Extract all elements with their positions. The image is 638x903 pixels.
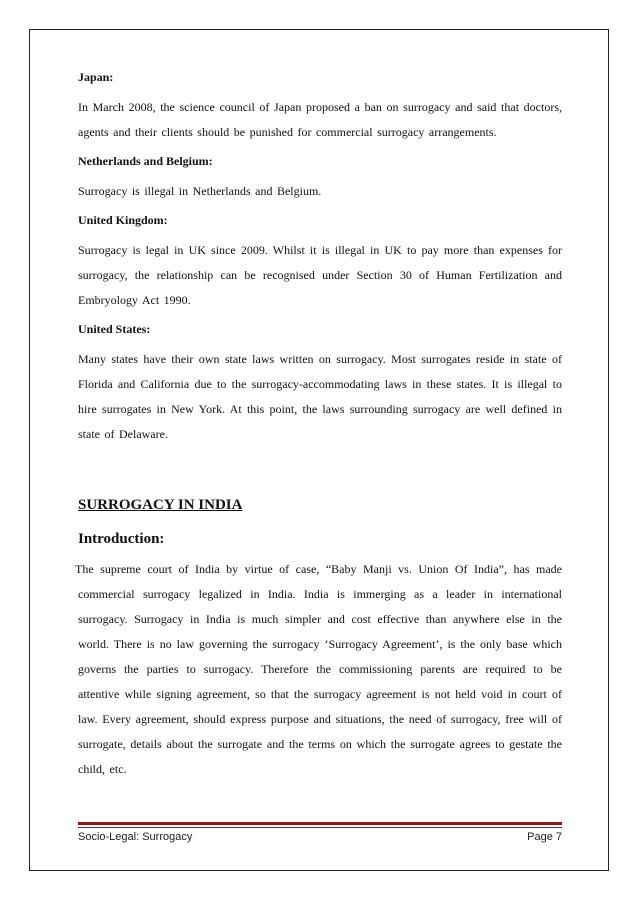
heading-netherlands-belgium: Netherlands and Belgium: xyxy=(78,154,213,168)
heading-introduction: Introduction: xyxy=(78,531,165,547)
heading-japan: Japan: xyxy=(78,70,114,84)
footer-document-title: Socio-Legal: Surrogacy xyxy=(78,831,193,843)
footer-page-number: Page 7 xyxy=(527,831,562,843)
paragraph-introduction: The supreme court of India by virtue of case, “Baby Manji vs. Union Of India”, has made commercial surrogacy legalized in India. India is immerging as a leader in international surrogacy. Surrogacy in India is much simpler and cost effective than anywhere else in the world. There is no law governing the surrogacy ‘Surrogacy Agreement’, is the only base which governs the parties to surrogacy. Therefore the commissioning parents are required to be attentive while signing agreement, so that the surrogacy agreement is not held void in court of law. Every agreement, should express purpose and situations, the need of surrogacy, free will of surrogate, details about the surrogate and the terms on which the surrogate agrees to gestate the child, etc. xyxy=(75,562,562,776)
paragraph-united-states: Many states have their own state laws written on surrogacy. Most surrogates reside in state of Florida and California due to the surrogacy-accommodating laws in these states. It is illegal to hire surrogates in New York. At this point, the laws surrounding surrogacy are well defined in state of Delaware. xyxy=(78,352,562,441)
heading-united-kingdom: United Kingdom: xyxy=(78,213,168,227)
footer-rule-thin xyxy=(78,827,562,828)
heading-united-states: United States: xyxy=(78,322,151,336)
section-title-surrogacy-india: SURROGACY IN INDIA xyxy=(78,497,243,513)
paragraph-united-kingdom: Surrogacy is legal in UK since 2009. Whilst it is illegal in UK to pay more than expenses for surrogacy, the relationship can be recognised under Section 30 of Human Fertilization and Embryology Act 1990. xyxy=(78,243,562,307)
footer-rule-thick xyxy=(78,822,562,825)
paragraph-japan: In March 2008, the science council of Japan proposed a ban on surrogacy and said that doctors, agents and their clients should be punished for commercial surrogacy arrangements. xyxy=(78,100,562,139)
page-content xyxy=(75,69,562,782)
paragraph-netherlands-belgium: Surrogacy is illegal in Netherlands and Belgium. xyxy=(78,184,322,198)
